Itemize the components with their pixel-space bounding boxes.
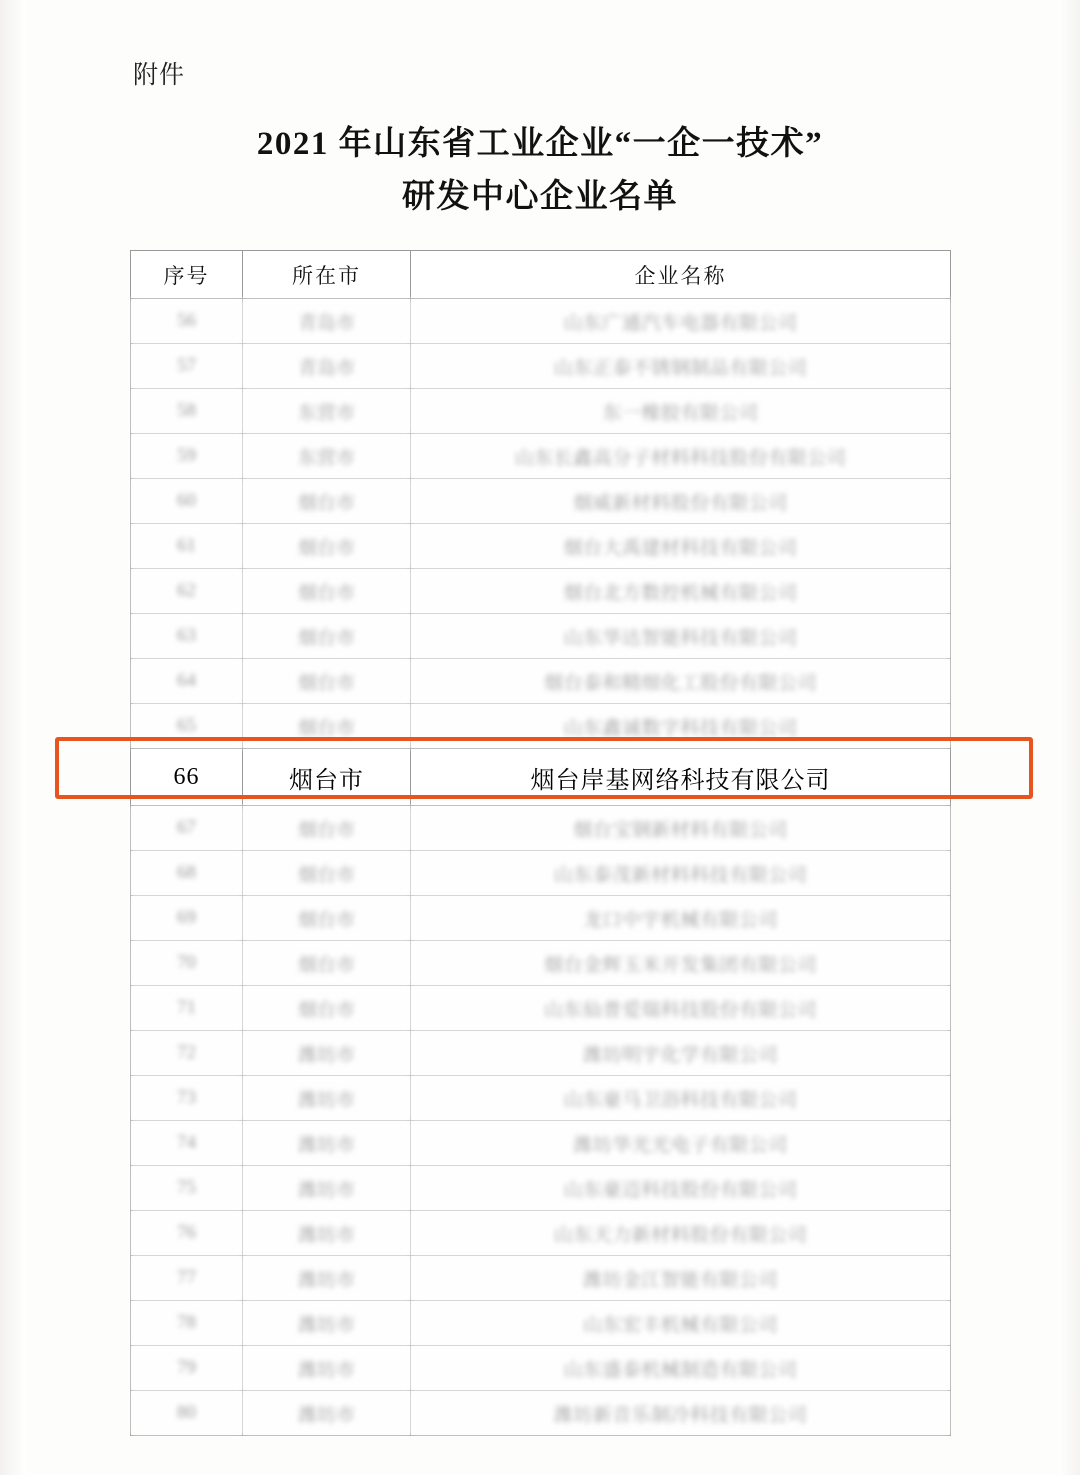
cell-city: 烟台市 xyxy=(243,704,411,749)
cell-city: 青岛市 xyxy=(243,344,411,389)
cell-index: 76 xyxy=(131,1211,243,1256)
cell-company-name: 山东豪马卫浴科技有限公司 xyxy=(411,1076,951,1121)
cell-city: 烟台市 xyxy=(243,896,411,941)
cell-city: 烟台市 xyxy=(243,614,411,659)
table-row xyxy=(131,1121,951,1166)
cell-city: 潍坊市 xyxy=(243,1076,411,1121)
table-row xyxy=(131,344,951,389)
table-row xyxy=(131,479,951,524)
cell-index: 71 xyxy=(131,986,243,1031)
cell-city: 潍坊市 xyxy=(243,1166,411,1211)
column-header-city: 所在市 xyxy=(243,251,411,299)
table-row xyxy=(131,299,951,344)
cell-index: 80 xyxy=(131,1391,243,1436)
table-row xyxy=(131,524,951,569)
attachment-label: 附件 xyxy=(133,62,186,89)
cell-company-name: 潍坊新音乐制冷科技有限公司 xyxy=(411,1391,951,1436)
table-row xyxy=(131,1346,951,1391)
cell-company-name: 东一橡胶有限公司 xyxy=(411,389,951,434)
cell-city: 烟台市 xyxy=(243,749,411,806)
column-header-index: 序号 xyxy=(131,251,243,299)
cell-company-name: 烟威新材料股份有限公司 xyxy=(411,479,951,524)
cell-company-name: 山东广通汽车电器有限公司 xyxy=(411,299,951,344)
table-row xyxy=(131,704,951,749)
cell-city: 烟台市 xyxy=(243,941,411,986)
table-row xyxy=(131,569,951,614)
company-list-table xyxy=(130,250,951,1436)
title-line-1: 2021 年山东省工业企业“一企一技术” xyxy=(256,126,824,162)
page-title xyxy=(130,118,950,225)
cell-company-name: 龙口中宇机械有限公司 xyxy=(411,896,951,941)
cell-company-name: 潍坊金江智能有限公司 xyxy=(411,1256,951,1301)
cell-index: 62 xyxy=(131,569,243,614)
cell-city: 东营市 xyxy=(243,389,411,434)
title-line-2: 研发中心企业名单 xyxy=(402,179,678,216)
table-row xyxy=(131,851,951,896)
cell-city: 潍坊市 xyxy=(243,1121,411,1166)
table-row xyxy=(131,749,951,806)
cell-company-name: 山东盛泰机械制造有限公司 xyxy=(411,1346,951,1391)
cell-company-name: 烟台泰和精细化工股份有限公司 xyxy=(411,659,951,704)
cell-company-name: 烟台宝钢新材料有限公司 xyxy=(411,806,951,851)
cell-index: 78 xyxy=(131,1301,243,1346)
cell-index: 61 xyxy=(131,524,243,569)
cell-city: 烟台市 xyxy=(243,659,411,704)
cell-company-name: 潍坊明宇化学有限公司 xyxy=(411,1031,951,1076)
table-row xyxy=(131,659,951,704)
cell-city: 烟台市 xyxy=(243,851,411,896)
cell-company-name: 山东正泰不锈钢制品有限公司 xyxy=(411,344,951,389)
cell-index: 63 xyxy=(131,614,243,659)
table-row xyxy=(131,986,951,1031)
table-row xyxy=(131,1211,951,1256)
cell-index: 65 xyxy=(131,704,243,749)
page-edge-left xyxy=(0,0,26,1475)
table-row xyxy=(131,806,951,851)
cell-city: 潍坊市 xyxy=(243,1031,411,1076)
cell-company-name: 烟台金辉玉米开发集团有限公司 xyxy=(411,941,951,986)
cell-index: 74 xyxy=(131,1121,243,1166)
cell-city: 烟台市 xyxy=(243,524,411,569)
cell-index: 79 xyxy=(131,1346,243,1391)
cell-index: 64 xyxy=(131,659,243,704)
cell-company-name: 山东宏丰机械有限公司 xyxy=(411,1301,951,1346)
table-row xyxy=(131,1166,951,1211)
table-body xyxy=(131,299,951,1436)
cell-city: 烟台市 xyxy=(243,479,411,524)
cell-index: 56 xyxy=(131,299,243,344)
cell-company-name: 山东鑫诚数字科技有限公司 xyxy=(411,704,951,749)
cell-index: 58 xyxy=(131,389,243,434)
cell-city: 烟台市 xyxy=(243,986,411,1031)
cell-city: 烟台市 xyxy=(243,569,411,614)
cell-company-name: 山东仙普爱瑞科技股份有限公司 xyxy=(411,986,951,1031)
cell-city: 潍坊市 xyxy=(243,1211,411,1256)
table-row xyxy=(131,614,951,659)
cell-company-name: 山东豪迈科技股份有限公司 xyxy=(411,1166,951,1211)
table-row xyxy=(131,434,951,479)
table-row xyxy=(131,389,951,434)
cell-city: 青岛市 xyxy=(243,299,411,344)
cell-company-name: 山东长鑫高分子材料科技股份有限公司 xyxy=(411,434,951,479)
cell-city: 潍坊市 xyxy=(243,1256,411,1301)
cell-company-name: 烟台大禹建材科技有限公司 xyxy=(411,524,951,569)
table-row xyxy=(131,1256,951,1301)
cell-company-name: 山东泰茂新材料科技有限公司 xyxy=(411,851,951,896)
table-row xyxy=(131,896,951,941)
cell-company-name: 潍坊华光光电子有限公司 xyxy=(411,1121,951,1166)
cell-index: 60 xyxy=(131,479,243,524)
cell-company-name: 烟台北方数控机械有限公司 xyxy=(411,569,951,614)
cell-index: 57 xyxy=(131,344,243,389)
cell-index: 69 xyxy=(131,896,243,941)
cell-company-name: 山东华达智能科技有限公司 xyxy=(411,614,951,659)
cell-company-name: 山东天力新材料股份有限公司 xyxy=(411,1211,951,1256)
cell-index: 68 xyxy=(131,851,243,896)
cell-index: 70 xyxy=(131,941,243,986)
table-header-row xyxy=(131,251,951,299)
table-row xyxy=(131,1391,951,1436)
table-row xyxy=(131,1031,951,1076)
table-row xyxy=(131,941,951,986)
table-row xyxy=(131,1076,951,1121)
table-row xyxy=(131,1301,951,1346)
cell-city: 烟台市 xyxy=(243,806,411,851)
cell-city: 潍坊市 xyxy=(243,1301,411,1346)
cell-city: 潍坊市 xyxy=(243,1346,411,1391)
page-edge-right xyxy=(1058,0,1080,1475)
cell-company-name: 烟台岸基网络科技有限公司 xyxy=(411,749,951,806)
cell-index: 66 xyxy=(131,749,243,806)
cell-city: 潍坊市 xyxy=(243,1391,411,1436)
cell-index: 72 xyxy=(131,1031,243,1076)
cell-index: 77 xyxy=(131,1256,243,1301)
cell-index: 75 xyxy=(131,1166,243,1211)
cell-index: 59 xyxy=(131,434,243,479)
cell-city: 东营市 xyxy=(243,434,411,479)
cell-index: 67 xyxy=(131,806,243,851)
cell-index: 73 xyxy=(131,1076,243,1121)
column-header-name: 企业名称 xyxy=(411,251,951,299)
